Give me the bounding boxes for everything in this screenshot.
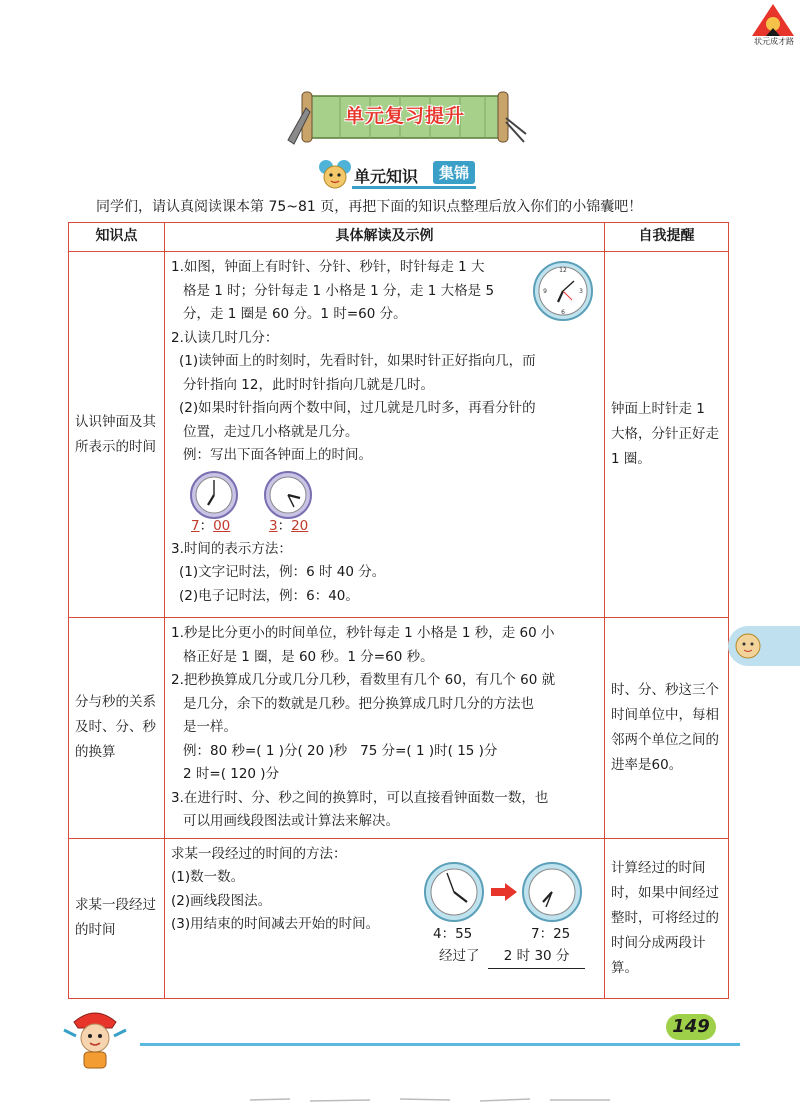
- header-self-reminder: 自我提醒: [605, 223, 729, 252]
- tip-cell: 计算经过的时间时，如果中间经过整时，可将经过的时间分成两段计算。: [605, 838, 729, 998]
- text-line: (1)文字记时法，例：6 时 40 分。: [179, 564, 386, 580]
- cartoon-character-icon: [60, 1008, 130, 1070]
- table-row: [69, 252, 729, 618]
- text-line: 可以用画线段图法或计算法来解决。: [183, 813, 399, 829]
- text-line: 2.认读几时几分：: [171, 329, 279, 346]
- clock-7-00-icon: [189, 470, 239, 520]
- start-time: 4：55: [433, 925, 473, 942]
- example-answer-1: 7：00: [191, 517, 231, 534]
- text-line: (3)用结束的时间减去开始的时间。: [171, 916, 380, 932]
- text-line: 格正好是 1 圈，是 60 秒。1 分=60 秒。: [183, 648, 434, 665]
- text-line: (2)如果时针指向两个数中间，过几就是几时多，再看分针的: [179, 400, 536, 416]
- text-line: 例：写出下面各钟面上的时间。: [183, 447, 372, 463]
- table-row: [69, 618, 729, 839]
- text-line: (1)数一数。: [171, 869, 245, 885]
- text-line: (2)电子记时法，例：6：40。: [179, 587, 359, 604]
- publisher-logo-text: 状元成才路: [754, 37, 794, 46]
- explanation-cell: [165, 252, 605, 618]
- clock-end-icon: [521, 861, 583, 923]
- clock-illustration-icon: [532, 260, 594, 322]
- text-line: 格是 1 时；分针每走 1 小格是 1 分，走 1 大格是 5: [183, 282, 495, 299]
- clock-start-icon: [423, 861, 485, 923]
- text-line: 分，走 1 圈是 60 分。1 时=60 分。: [183, 306, 407, 322]
- knowledge-table: [68, 222, 729, 999]
- text-line: 3.时间的表示方法：: [171, 540, 292, 557]
- tip-cell: 时、分、秒这三个时间单位中，每相邻两个单位之间的进率是60。: [605, 618, 729, 839]
- text-line: 分针指向 12，此时时针指向几就是几时。: [183, 376, 434, 393]
- example-clocks: [171, 468, 598, 538]
- text-line: 是几分，余下的数就是几秒。把分换算成几时几分的方法也: [183, 695, 534, 712]
- svg-text:12: 12: [559, 267, 567, 274]
- bottom-scribble: [250, 1094, 610, 1104]
- text-line: 求某一段经过的时间的方法：: [171, 845, 347, 862]
- header-explanation: 具体解读及示例: [165, 223, 605, 252]
- table-header-row: [69, 223, 729, 252]
- text-line: 2.把秒换算成几分或几分几秒，看数里有几个 60，有几个 60 就: [171, 672, 556, 688]
- text-line: 2 时=( 120 )分: [183, 766, 280, 782]
- elapsed-value: 2 时 30 分: [488, 945, 586, 970]
- subtitle-knowledge: 单元知识: [354, 167, 419, 186]
- subtitle-collection-badge: 集锦: [433, 161, 475, 184]
- intro-text: 同学们，请认真阅读课本第 75~81 页，再把下面的知识点整理后放入你们的小锦囊吧！: [96, 199, 643, 215]
- subtitle-underline: [352, 186, 476, 189]
- footer-line: [140, 1043, 740, 1046]
- mouse-mascot-icon: [318, 158, 352, 192]
- topic-cell: 认识钟面及其所表示的时间: [69, 252, 165, 618]
- side-tab: [728, 626, 800, 666]
- elapsed-line: 经过了 2 时 30 分: [439, 945, 585, 970]
- text-line: (2)画线段图法。: [171, 892, 272, 909]
- text-line: 1.秒是比分更小的时间单位，秒针每走 1 小格是 1 秒，走 60 小: [171, 625, 555, 641]
- text-line: (1)读钟面上的时刻时，先看时针，如果时针正好指向几，而: [179, 353, 536, 369]
- tip-cell: 钟面上时针走 1 大格，分针正好走 1 圈。: [605, 252, 729, 618]
- explanation-cell: [165, 838, 605, 998]
- clock-3-20-icon: [263, 470, 313, 520]
- svg-text:3: 3: [579, 288, 583, 295]
- table-row: [69, 838, 729, 998]
- explanation-cell: [165, 618, 605, 839]
- topic-cell: 求某一段经过的时间: [69, 838, 165, 998]
- face-icon: [734, 632, 762, 660]
- arrow-right-icon: [491, 883, 517, 901]
- header-knowledge-point: 知识点: [69, 223, 165, 252]
- text-line: 例：80 秒=( 1 )分( 20 )秒 75 分=( 1 )时( 15 )分: [183, 742, 498, 759]
- svg-text:6: 6: [561, 309, 565, 316]
- unit-review-title: 单元复习提升: [344, 105, 465, 127]
- text-line: 1.如图，钟面上有时针、分针、秒针，时针每走 1 大: [171, 259, 485, 275]
- text-line: 3.在进行时、分、秒之间的换算时，可以直接看钟面数一数，也: [171, 789, 549, 806]
- text-line: 是一样。: [183, 719, 237, 735]
- page-number: 149: [666, 1014, 716, 1040]
- topic-cell: 分与秒的关系及时、分、秒的换算: [69, 618, 165, 839]
- end-time: 7：25: [531, 925, 571, 942]
- text-line: 位置，走过几小格就是几分。: [183, 423, 359, 440]
- svg-text:9: 9: [543, 288, 547, 295]
- example-answer-2: 3：20: [269, 517, 309, 534]
